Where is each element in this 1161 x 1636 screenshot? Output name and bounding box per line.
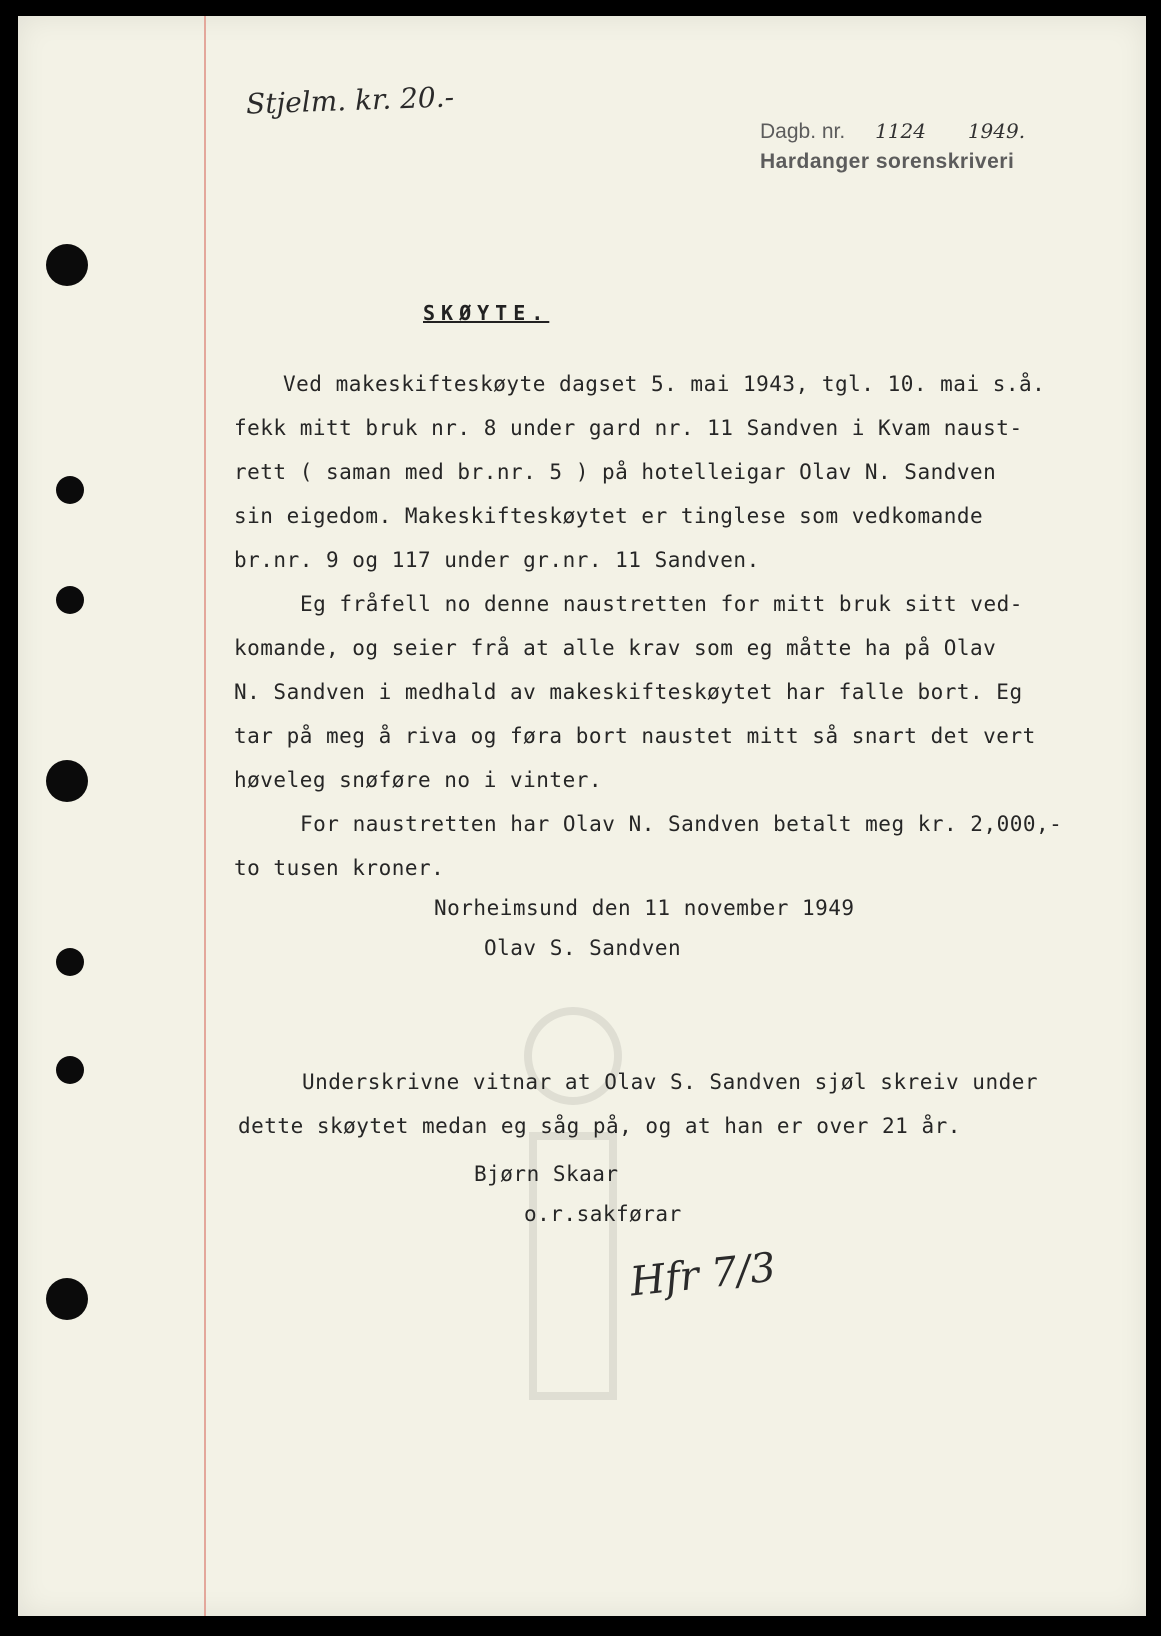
stamp-dagb-label: Dagb. nr. xyxy=(760,120,846,143)
stamp-dagb-year: 1949. xyxy=(967,119,1026,143)
punch-hole xyxy=(56,1056,84,1084)
punch-hole xyxy=(46,760,88,802)
handwritten-initials: Hfr 7/3 xyxy=(627,1244,778,1306)
body-line: br.nr. 9 og 117 under gr.nr. 11 Sandven. xyxy=(234,548,760,572)
body-line: komande, og seier frå at alle krav som eg måtte ha på Olav xyxy=(234,636,997,660)
body-line: rett ( saman med br.nr. 5 ) på hotelleigar Olav N. Sandven xyxy=(234,460,997,484)
witness-line: dette skøytet medan eg såg på, og at han er over 21 år. xyxy=(238,1114,961,1138)
punch-hole xyxy=(46,244,88,286)
margin-line xyxy=(204,16,206,1616)
body-line: sin eigedom. Makeskifteskøytet er tinglese som vedkomande xyxy=(234,504,984,528)
stamp-line-1 xyxy=(760,116,1025,147)
document-page xyxy=(18,16,1146,1616)
body-line: N. Sandven i medhald av makeskifteskøytet har falle bort. Eg xyxy=(234,680,1023,704)
place-date: Norheimsund den 11 november 1949 xyxy=(434,896,855,920)
witness-title: o.r.sakførar xyxy=(524,1202,682,1226)
witness-name: Bjørn Skaar xyxy=(474,1162,619,1186)
body-line: høveleg snøføre no i vinter. xyxy=(234,768,603,792)
body-line: Ved makeskifteskøyte dagset 5. mai 1943, tgl. 10. mai s.å. xyxy=(283,372,1046,396)
punch-hole xyxy=(56,476,84,504)
stamp-line-2: Hardanger sorenskriveri xyxy=(760,150,1015,173)
signatory-name: Olav S. Sandven xyxy=(484,936,682,960)
document-title: SKØYTE. xyxy=(423,301,550,325)
punch-hole xyxy=(56,586,84,614)
handwritten-fee-note: Stjelm. kr. 20.- xyxy=(245,80,455,121)
body-line: fekk mitt bruk nr. 8 under gard nr. 11 Sandven i Kvam naust- xyxy=(234,416,1023,440)
stamp-dagb-number: 1124 xyxy=(875,119,926,143)
punch-hole xyxy=(56,948,84,976)
body-line: For naustretten har Olav N. Sandven betalt meg kr. 2,000,- xyxy=(300,812,1063,836)
punch-hole xyxy=(46,1278,88,1320)
registry-stamp xyxy=(760,116,1025,177)
body-line: Eg fråfell no denne naustretten for mitt bruk sitt ved- xyxy=(300,592,1023,616)
body-line: tar på meg å riva og føra bort naustet mitt så snart det vert xyxy=(234,724,1036,748)
body-line: to tusen kroner. xyxy=(234,856,445,880)
witness-line: Underskrivne vitnar at Olav S. Sandven sjøl skreiv under xyxy=(302,1070,1039,1094)
